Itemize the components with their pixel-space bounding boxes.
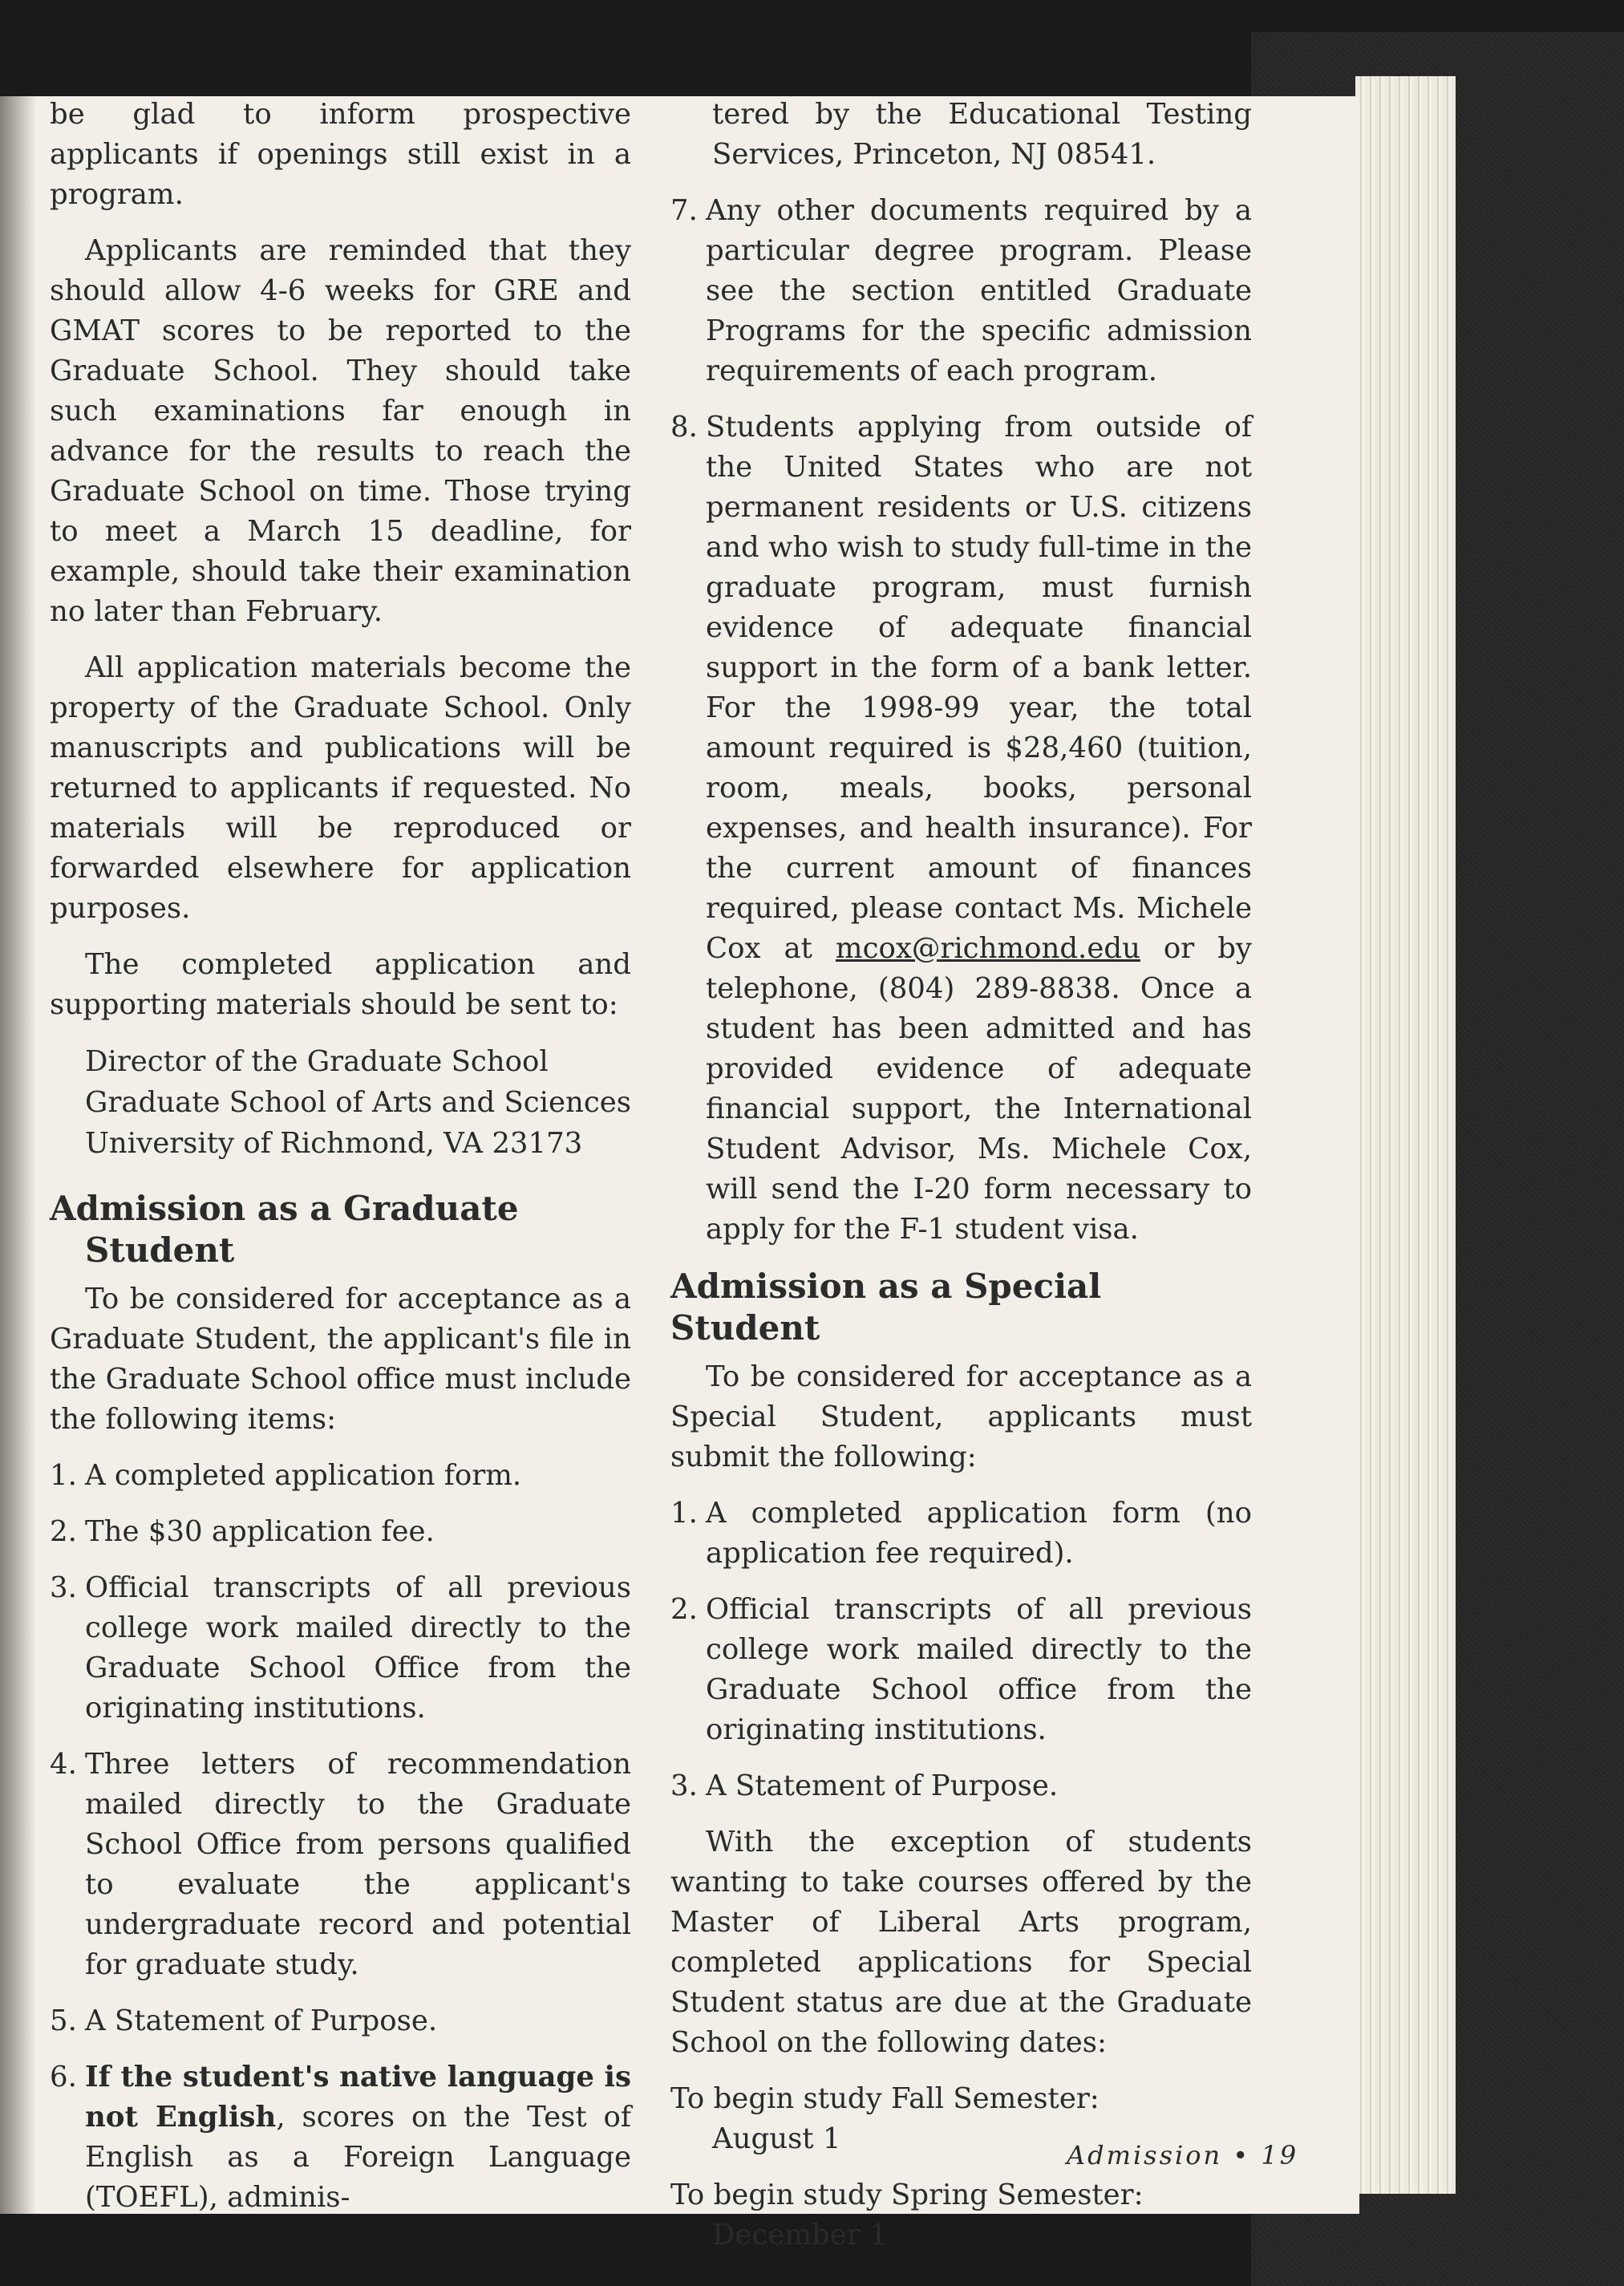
list-item [50,1512,631,1552]
list-item [670,407,1252,1250]
mailing-address [50,1041,631,1164]
list-item-text: Three letters of recommendation mailed directly to the Graduate School Office from persons qualified to evaluate the applicant's undergraduate record and potential for graduate study. [85,1748,631,1981]
paragraph-graduate-requirements: To be considered for acceptance as a Graduate Student, the applicant's file in the Graduate School office must include the following items: [50,1283,631,1436]
address-line: Graduate School of Arts and Sciences [85,1086,632,1119]
email-link[interactable]: mcox@richmond.edu [835,932,1140,965]
paragraph-special-requirements: To be considered for acceptance as a Special Student, applicants must submit the following: [670,1360,1252,1473]
special-requirements-list [670,1494,1252,1806]
spring-label: To begin study Spring Semester: [670,2179,1144,2211]
list-item-text: Official transcripts of all previous college work mailed directly to the Graduate School office from the originating institutions. [706,1593,1252,1746]
list-number: 3. [50,1571,77,1604]
list-item-text: A completed application form. [85,1459,522,1492]
list-number: 1. [50,1459,77,1492]
heading-line: Student [85,1230,235,1270]
left-column [50,95,631,2234]
list-item-text: , scores on the Test of English as a Foreign Language (TOEFL), adminis- [85,2101,631,2214]
item6-continuation: tered by the Educational Testing Services, Princeton, NJ 08541. [712,98,1252,171]
paragraph-score-timing: Applicants are reminded that they should allow 4-6 weeks for GRE and GMAT scores to be reported to the Graduate School. They should take such examinations far enough in advance for the results to reach the Graduate School on time. Those trying to meet a March 15 deadline, for example, should take their examination no later than February. [50,234,631,628]
list-item-bold-text: If the student's native language is not English [85,2061,631,2134]
heading-line: Admission as a Graduate [50,1189,519,1228]
paragraph-send-to: The completed application and supporting materials should be sent to: [50,948,631,1021]
list-item [50,1745,631,1985]
list-item [50,1456,631,1496]
heading-graduate-admission [50,1188,631,1271]
list-number: 2. [50,1515,77,1548]
list-item-text: A Statement of Purpose. [85,2004,438,2037]
page-gutter-shadow [0,96,36,2214]
list-number: 1. [670,1497,698,1530]
list-number: 2. [670,1593,698,1626]
list-item-text: A Statement of Purpose. [706,1769,1059,1802]
graduate-requirements-list-continued [670,191,1252,1250]
list-item [670,1494,1252,1574]
list-item [50,1568,631,1729]
spring-date: December 1 [712,2219,888,2252]
list-item-text: The $30 application fee. [85,1515,435,1548]
list-item [670,191,1252,391]
list-item-text: A completed application form (no application fee required). [706,1497,1252,1570]
list-number: 8. [670,411,698,444]
graduate-requirements-list [50,1456,631,2218]
list-item-text: Any other documents required by a particular degree program. Please see the section entitled Graduate Programs for the specific admission requirements of each program. [706,194,1252,387]
list-item [670,1590,1252,1750]
list-item-text: Official transcripts of all previous college work mailed directly to the Graduate School Office from the originating institutions. [85,1571,631,1725]
list-number: 6. [50,2061,77,2093]
list-number: 3. [670,1769,698,1802]
address-line: University of Richmond, VA 23173 [85,1127,583,1160]
address-line: Director of the Graduate School [85,1045,549,1078]
paragraph-openings: be glad to inform prospective applicants if openings still exist in a program. [50,98,631,211]
list-item-text: Students applying from outside of the United States who are not permanent residents or U.S. citizens and who wish to study full-time in the graduate program, must furnish evidence of adequate financial support in the form of a bank letter. For the 1998-99 year, the total amount required is $28,460 (tuition, room, meals, books, personal expenses, and health insurance). For the current amount of finances required, please contact Ms. Michele Cox at [706,411,1252,965]
list-item-text: or by telephone, (804) 289-8838. Once a student has been admitted and has provided evidence of adequate financial support, the International Student Advisor, Ms. Michele Cox, will send the I-20 form necessary to apply for the F-1 student visa. [706,932,1252,1246]
paragraph-materials-property: All application materials become the property of the Graduate School. Only manuscripts and publications will be returned to applicants if requested. No materials will be reproduced or forwarded elsewhere for application purposes. [50,651,631,925]
list-item [670,1766,1252,1806]
page-footer: Admission • 19 [1067,2140,1299,2170]
heading-special-admission: Admission as a Special Student [670,1267,1102,1348]
list-item [50,2057,631,2218]
page-edges [1355,76,1456,2194]
fall-date: August 1 [712,2122,841,2155]
list-number: 4. [50,1748,77,1781]
list-item [50,2001,631,2041]
fall-label: To begin study Fall Semester: [670,2082,1100,2115]
list-number: 7. [670,194,698,227]
list-number: 5. [50,2004,77,2037]
paragraph-deadlines: With the exception of students wanting to take courses offered by the Master of Liberal Arts program, completed applications for Special Student status are due at the Graduate School on the following dates: [670,1826,1252,2059]
right-column [670,95,1252,2256]
